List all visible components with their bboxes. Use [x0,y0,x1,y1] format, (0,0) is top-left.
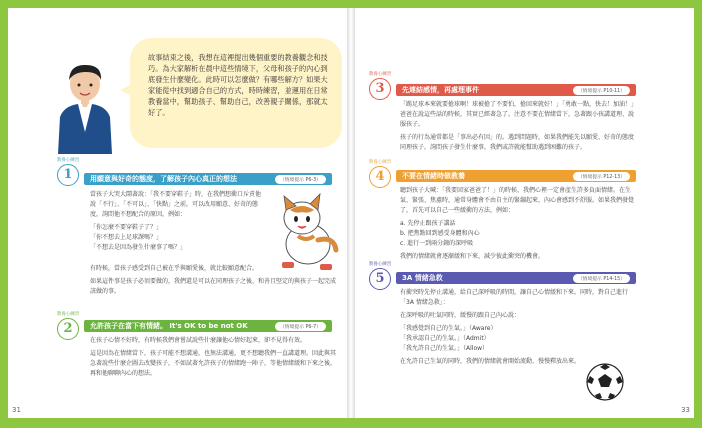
section-4-paragraph: 聽到孩子大喊：「我要回家爸爸了！」的時候，我們心裡一定會產生許多負面情緒。在生氣、緊張、焦慮時，通常身體會不由自主的緊繃起來，內心會感到不舒服。如果我們發覺了，首先可以自己一些緩衝的方法，例如： [400,187,635,214]
step-3-badge [368,72,392,100]
step-1-tag: 教養心練習 [56,158,80,163]
step-3-number: 3 [369,78,391,100]
section-3-ref: （情境提示 P10-11） [573,86,630,95]
section-5-paragraph: 在允許自己生氣的同時，我們的情緒就會開始流動、慢慢釋放出來。 [400,358,581,365]
step-5-badge [368,262,392,290]
section-4-list-item: c. 進行一到兩分鐘的深呼吸 [400,240,474,247]
left-page-number: 31 [12,406,21,414]
soccer-ball-illustration [585,362,625,402]
section-4-body [400,186,636,265]
section-3-body [400,100,636,156]
section-4-paragraph: 我們的情緒就會逐漸緩和下來，減少彼此衝突的機會。 [400,253,545,260]
section-5-header [396,272,636,284]
section-3-title: 先連結感情，再處理事件 [402,86,479,94]
step-2-badge [56,312,80,340]
section-1-question: 「你不想去上足球課嗎？」 [90,234,163,241]
step-2-tag: 教養心練習 [56,312,80,317]
section-5-ref: （情境提示 P14-15） [573,274,630,283]
section-1-paragraph: 如果這件事是孩子必須要做的，我們還是可以在同理孩子之後，和善且堅定的與孩子一起完成該做的事。 [90,278,337,295]
section-5-paragraph: 在深呼吸的吐氣同時，緩慢的跟自己內心說： [400,312,521,319]
section-1-paragraph: 有時候，當孩子感受到自己被在乎與願愛後，就比較願意配合。 [90,265,259,272]
section-3-paragraph: 孩子的行為通常都是「事出必有因」的。遇到問題時，如果我們能先以願愛、好奇的態度同理孩子，詢問孩子發生什麼事，我們或許就能幫助遇到困難的孩子。 [400,134,635,151]
section-1-question: 「不想去是因為發生什麼事了嗎？」 [90,244,187,251]
step-1-badge [56,158,80,186]
step-3-tag: 教養心練習 [368,72,392,77]
section-2-ref: （情境提示 P6-7） [275,322,326,331]
section-5-list-item: 「我允許自己的生氣。」（Allow） [400,345,489,352]
section-1-question: 「你怎麼不要穿鞋子了？」 [90,224,163,231]
section-5-title: 3A 情緒急救 [402,274,443,282]
book-spine [347,8,355,418]
section-2-paragraph: 這是因為在情緒當下，孩子可能不想溝通，也無法溝通，更不想聽我們一直講道理。因此與其急著說些什麼企圖去改變孩子，不如試著允許孩子的情緒跑一陣子，等他情緒緩和下來之後，再和他聊聊內心的想法。 [90,350,337,377]
right-page-number: 33 [681,406,690,414]
step-2-number: 2 [57,318,79,340]
step-4-badge [368,160,392,188]
step-5-number: 5 [369,268,391,290]
section-2-header [84,320,332,332]
section-4-list-item: b. 把焦點回到感受身體和內心 [400,230,480,237]
section-1-body [90,190,266,253]
section-5-list-item: 「我承認自己的生氣。」（Admit） [400,335,490,342]
section-3-paragraph: 「踢足球本來就要搶球啊！球被搶了不要怕，搶回來就好！」「勇敢一點，快去！加油！」爸爸在說這些話的時候，其實已經著急了。注意不要在情緒當下，急著跟小孩講道理、說服孩子。 [400,101,635,128]
section-1-ref: （情境提示 P6-3） [275,175,326,184]
section-5-body [400,288,636,370]
step-4-number: 4 [369,166,391,188]
section-5-paragraph: 有衝突時先停止溝通，給自己深呼吸的時間，讓自己心情緩和下來。同時，對自己進行「3A 情緒急救」： [400,289,629,306]
step-4-tag: 教養心練習 [368,160,392,165]
step-5-tag: 教養心練習 [368,262,392,267]
author-avatar [54,62,116,154]
section-4-list-item: a. 先停止跟孩子講話 [400,220,456,227]
section-2-body [90,336,336,382]
section-5-list-item: 「我感覺到自己的生氣。」（Aware） [400,325,497,332]
section-3-header [396,84,636,96]
intro-speech-bubble: 故事結束之後，我想在這裡提出幾個重要的教養觀念和技巧。為大家解析在晨中這些情境下，父母和孩子的內心到底發生什麼變化。此時可以怎麼做？有哪些解方？如果大家能從中找到適合自己的方式，時時練習，並運用在日常教養當中，幫助孩子、幫助自己，改善親子關係，那就太好了。 [130,38,342,148]
section-1-title: 用願意與好奇的態度，了解孩子內心真正的想法 [90,175,237,183]
section-2-title: 允許孩子在當下有情緒。 It's OK to be not OK [90,322,248,330]
cat-illustration [268,192,344,274]
section-4-ref: （情境提示 P12-13） [573,172,630,181]
section-1-paragraph: 當孩子大哭大鬧著說：「我不要穿鞋子」時，在我們想衝口斥責他說「不行」、「不可以」、「快點」之前，可以改用願意、好奇的態度，詢問他不想配合的原因，例如： [90,191,262,218]
section-4-title: 不要在情緒時做教養 [402,172,465,180]
section-2-paragraph: 在孩子心情不好時，有時候我們會嘗試說些什麼讓他心情好起來，卻不見得有效。 [90,337,307,344]
step-1-number: 1 [57,164,79,186]
section-1-header [84,173,332,185]
section-4-header [396,170,636,182]
